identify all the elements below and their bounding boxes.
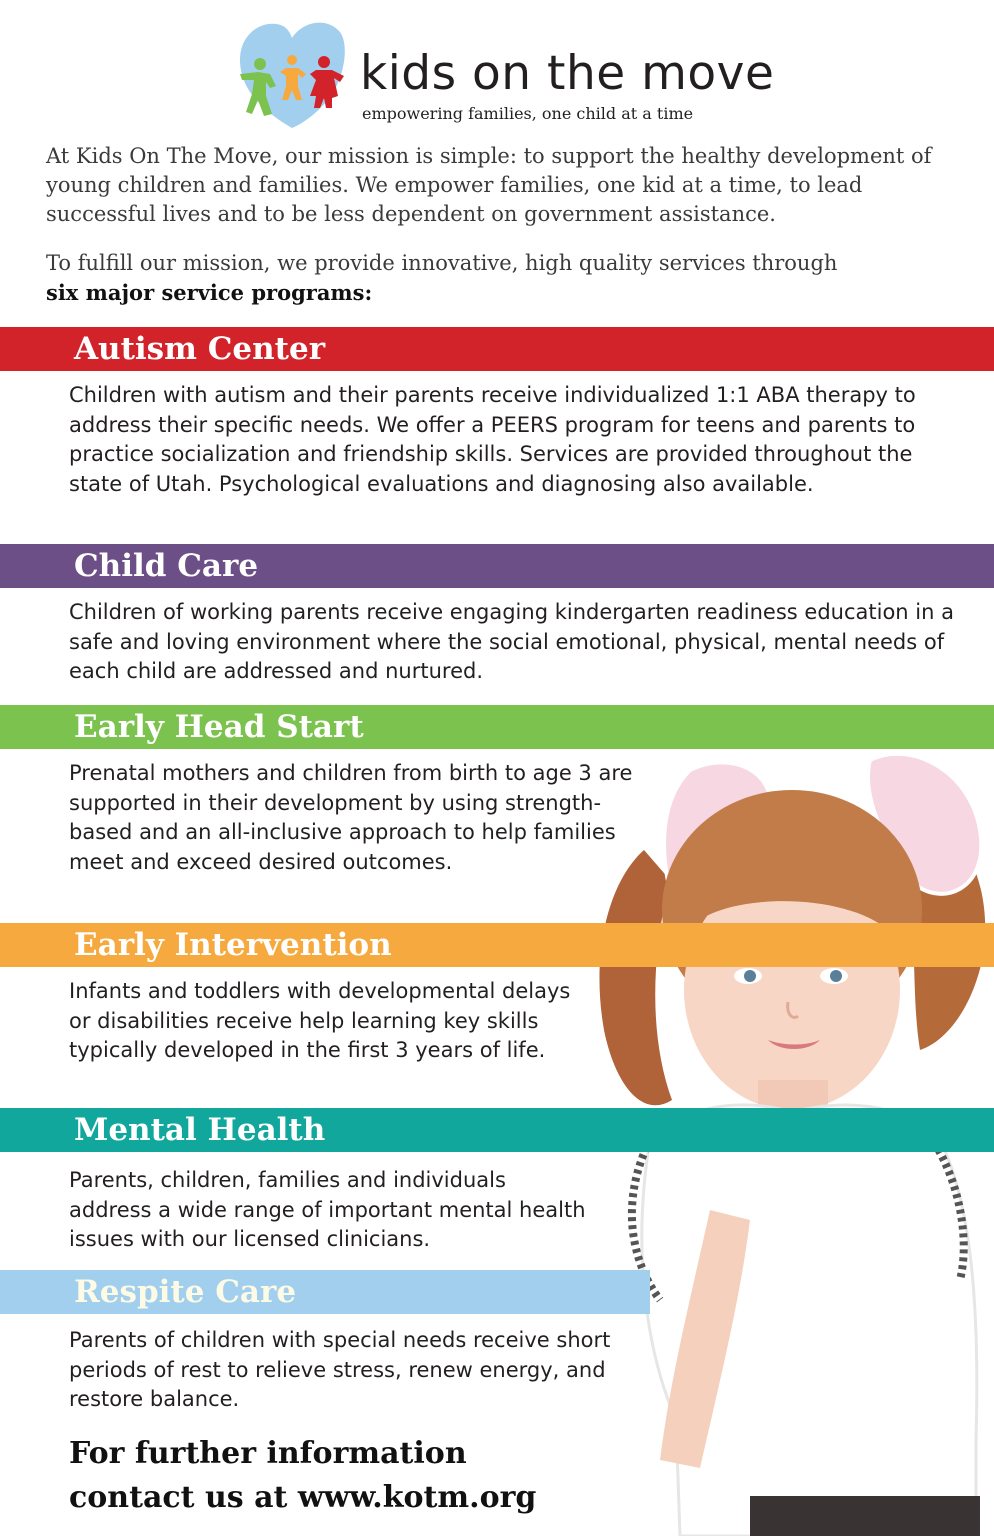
program-title-mental-health: Mental Health [74, 1112, 326, 1148]
program-desc-early-intervention: Infants and toddlers with developmental delays or disabilities receive help learning key skills typically developed in the first 3 years of life. [69, 979, 571, 1062]
footer-line-1: For further information [69, 1436, 467, 1471]
logo-title: kids on the move [360, 46, 775, 101]
program-title-child-care: Child Care [74, 548, 259, 584]
program-title-early-head-start: Early Head Start [74, 709, 364, 745]
band-autism-center [0, 327, 994, 371]
programs-lead [46, 249, 966, 308]
program-title-autism-center: Autism Center [74, 331, 326, 367]
program-title-respite-care: Respite Care [74, 1274, 297, 1310]
band-respite-care [0, 1270, 650, 1314]
band-early-head-start [0, 705, 994, 749]
footer-line-2: contact us at www.kotm.org [69, 1480, 537, 1515]
heart-family-logo-icon [236, 16, 348, 132]
band-early-intervention [0, 923, 994, 967]
program-desc-child-care: Children of working parents receive engaging kindergarten readiness education in a safe and loving environment where the social emotional, physical, mental needs of each child are addressed and nurtured. [69, 600, 954, 683]
logo [236, 16, 776, 134]
programs-lead-text: To fulfill our mission, we provide innovative, high quality services through [46, 251, 838, 275]
contact-footer [69, 1432, 536, 1520]
program-desc-respite-care: Parents of children with special needs receive short periods of rest to relieve stress, renew energy, and restore balance. [69, 1328, 611, 1411]
logo-tagline: empowering families, one child at a time [362, 104, 694, 123]
band-mental-health [0, 1108, 994, 1152]
intro [46, 142, 966, 308]
band-child-care [0, 544, 994, 588]
program-desc-early-head-start: Prenatal mothers and children from birth to age 3 are supported in their development by using strength-based and an all-inclusive approach to help families meet and exceed desired outcomes. [69, 761, 633, 874]
mission-statement: At Kids On The Move, our mission is simple: to support the healthy development of young children and families. We empower families, one kid at a time, to lead successful lives and to be less dependent on government assistance. [46, 144, 932, 226]
program-desc-mental-health: Parents, children, families and individuals address a wide range of important mental health issues with our licensed clinicians. [69, 1168, 586, 1251]
program-title-early-intervention: Early Intervention [74, 927, 392, 963]
programs-lead-bold: six major service programs: [46, 280, 373, 305]
program-desc-autism-center: Children with autism and their parents receive individualized 1:1 ABA therapy to address their specific needs. We offer a PEERS program for teens and parents to practice socialization and friendship skills. Services are provided throughout the state of Utah. Psychological evaluations and diagnosing also available. [69, 383, 916, 496]
